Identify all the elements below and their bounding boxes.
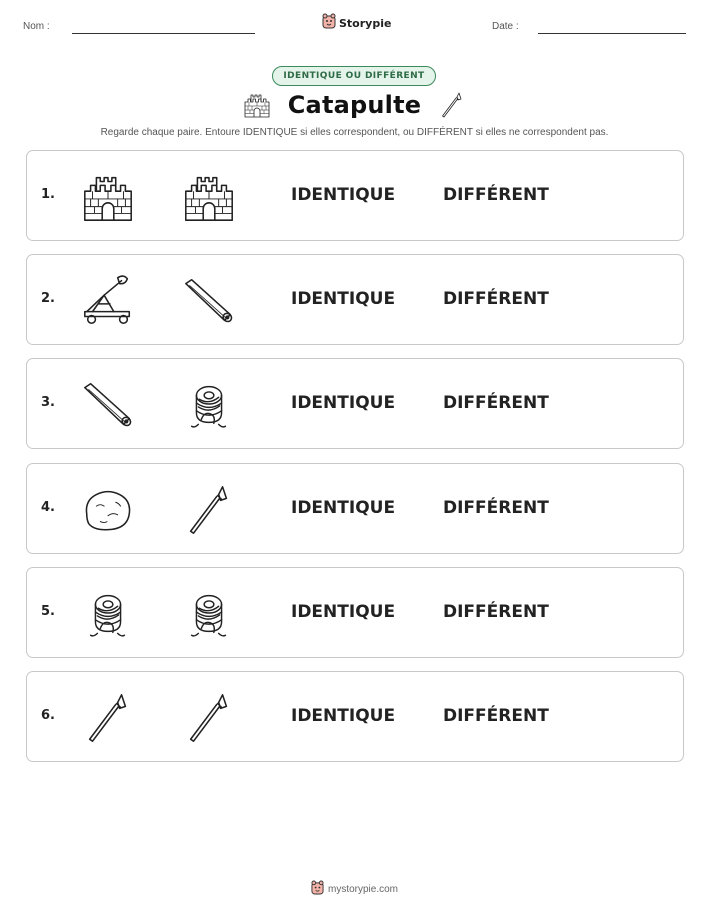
- footer-site[interactable]: mystorypie.com: [327, 884, 398, 895]
- identique-option[interactable]: IDENTIQUE: [291, 393, 396, 413]
- identique-option[interactable]: IDENTIQUE: [291, 498, 396, 518]
- brand-name: Storypie: [339, 16, 392, 30]
- question-row-1: [26, 150, 684, 241]
- activity-badge: IDENTIQUE OU DIFFÉRENT: [272, 66, 436, 86]
- row-5-left-picture: [79, 585, 137, 643]
- different-option[interactable]: DIFFÉRENT: [443, 498, 549, 518]
- question-row-2: [26, 254, 684, 345]
- row-number: 2.: [41, 291, 55, 306]
- row-number: 1.: [41, 187, 55, 202]
- row-3-right-picture: [180, 376, 238, 434]
- instructions: Regarde chaque paire. Entoure IDENTIQUE si elles correspondent, ou DIFFÉRENT si elles ne correspondent pas.: [100, 127, 609, 138]
- row-number: 4.: [41, 500, 55, 515]
- identique-option[interactable]: IDENTIQUE: [291, 706, 396, 726]
- name-line[interactable]: [72, 33, 255, 34]
- date-label: Date :: [492, 21, 519, 32]
- page-title: Catapulte: [287, 91, 422, 119]
- row-1-right-picture: [180, 168, 238, 226]
- row-number: 6.: [41, 708, 55, 723]
- question-row-3: [26, 358, 684, 449]
- storypie-mascot-icon: [322, 13, 336, 33]
- question-row-6: [26, 671, 684, 762]
- row-6-right-picture: [180, 689, 238, 747]
- name-label: Nom :: [23, 21, 50, 32]
- question-row-5: [26, 567, 684, 658]
- row-4-right-picture: [180, 481, 238, 539]
- footer: [0, 880, 709, 899]
- different-option[interactable]: DIFFÉRENT: [443, 185, 549, 205]
- row-number: 5.: [41, 604, 55, 619]
- spear-icon: [437, 90, 467, 120]
- brand-logo: [322, 13, 391, 33]
- different-option[interactable]: DIFFÉRENT: [443, 393, 549, 413]
- castle-icon: [242, 90, 272, 120]
- identique-option[interactable]: IDENTIQUE: [291, 602, 396, 622]
- row-4-left-picture: [79, 481, 137, 539]
- different-option[interactable]: DIFFÉRENT: [443, 706, 549, 726]
- row-5-right-picture: [180, 585, 238, 643]
- date-line[interactable]: [538, 33, 686, 34]
- row-3-left-picture: [79, 376, 137, 434]
- identique-option[interactable]: IDENTIQUE: [291, 289, 396, 309]
- row-2-left-picture: [79, 272, 137, 330]
- different-option[interactable]: DIFFÉRENT: [443, 289, 549, 309]
- row-1-left-picture: [79, 168, 137, 226]
- identique-option[interactable]: IDENTIQUE: [291, 185, 396, 205]
- storypie-mascot-icon: [311, 880, 324, 899]
- row-6-left-picture: [79, 689, 137, 747]
- question-row-4: [26, 463, 684, 554]
- different-option[interactable]: DIFFÉRENT: [443, 602, 549, 622]
- title-row: [0, 90, 709, 120]
- row-number: 3.: [41, 395, 55, 410]
- row-2-right-picture: [180, 272, 238, 330]
